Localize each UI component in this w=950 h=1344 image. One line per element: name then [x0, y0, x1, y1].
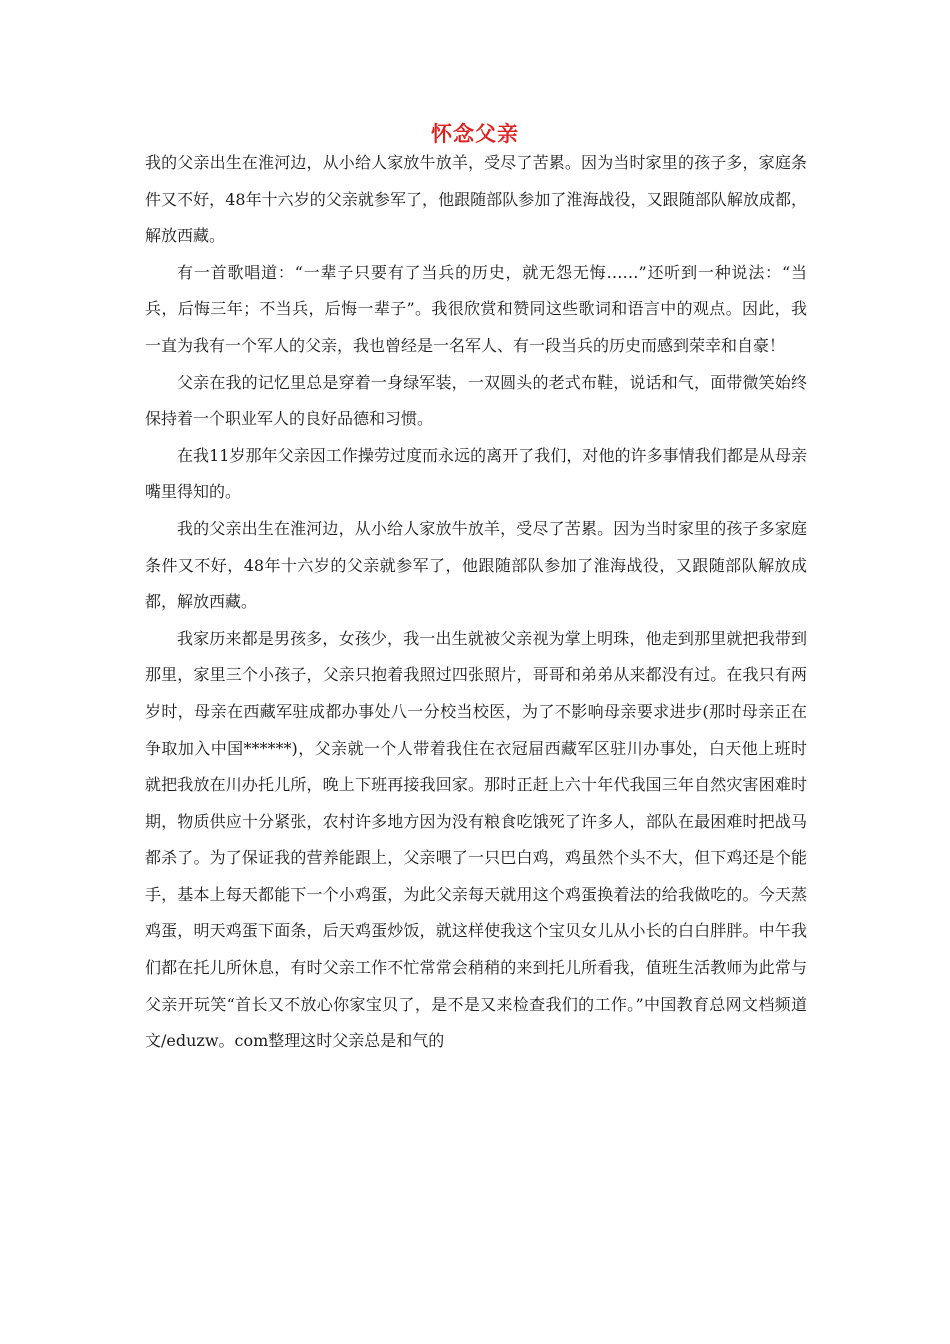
- paragraph-6: 我家历来都是男孩多，女孩少，我一出生就被父亲视为掌上明珠，他走到那里就把我带到那里，家里三个小孩子，父亲只抱着我照过四张照片，哥哥和弟弟从来都没有过。在我只有两岁时，母亲在西藏军驻成都办事处八一分校当校医，为了不影响母亲要求进步(那时母亲正在争取加入中国******)，父亲就一个人带着我住在衣冠屇西藏军区驻川办事处，白天他上班时就把我放在川办托儿所，晚上下班再接我回家。那时正赶上六十年代我国三年自然灾害困难时期，物质供应十分紧张，农村许多地方因为没有粮食吃饿死了许多人，部队在最困难时把战马都杀了。为了保证我的营养能跟上，父亲喂了一只巴白鸡，鸡虽然个头不大，但下鸡还是个能手，基本上每天都能下一个小鸡蛋，为此父亲每天就用这个鸡蛋换着法的给我做吃的。今天蒸鸡蛋，明天鸡蛋下面条，后天鸡蛋炒饭，就这样使我这个宝贝女儿从小长的白白胖胖。中午我们都在托儿所休息，有时父亲工作不忙常常会稍稍的来到托儿所看我，值班生活教师为此常与父亲开玩笑“首长又不放心你家宝贝了，是不是又来检查我们的工作。”中国教育总网文档频道文/eduzw。com整理这时父亲总是和气的: [145, 628, 807, 1051]
- document-body: [145, 145, 807, 1060]
- paragraph-3: 父亲在我的记忆里总是穿着一身绿军装，一双圆头的老式布鞋，说话和气，面带微笑始终保持着一个职业军人的良好品德和习惯。: [145, 372, 807, 429]
- paragraph-2: 有一首歌唱道：“一辈子只要有了当兵的历史，就无怨无悔……”还听到一种说法：“当兵，后悔三年；不当兵，后悔一辈子”。我很欣赏和赞同这些歌词和语言中的观点。因此，我一直为我有一个军人的父亲，我也曾经是一名军人、有一段当兵的历史而感到荣幸和自豪！: [145, 262, 807, 355]
- document-title: 怀念父亲: [431, 122, 519, 146]
- paragraph-1: 我的父亲出生在淮河边，从小给人家放牛放羊，受尽了苦累。因为当时家里的孩子多，家庭条件又不好，48年十六岁的父亲就参军了，他跟随部队参加了淮海战役，又跟随部队解放成都，解放西藏。: [145, 153, 807, 246]
- paragraph-4: 在我11岁那年父亲因工作操劳过度而永远的离开了我们，对他的许多事情我们都是从母亲嘴里得知的。: [145, 445, 807, 502]
- paragraph-5: 我的父亲出生在淮河边，从小给人家放牛放羊，受尽了苦累。因为当时家里的孩子多家庭条件又不好，48年十六岁的父亲就参军了，他跟随部队参加了淮海战役，又跟随部队解放成都，解放西藏。: [145, 518, 807, 612]
